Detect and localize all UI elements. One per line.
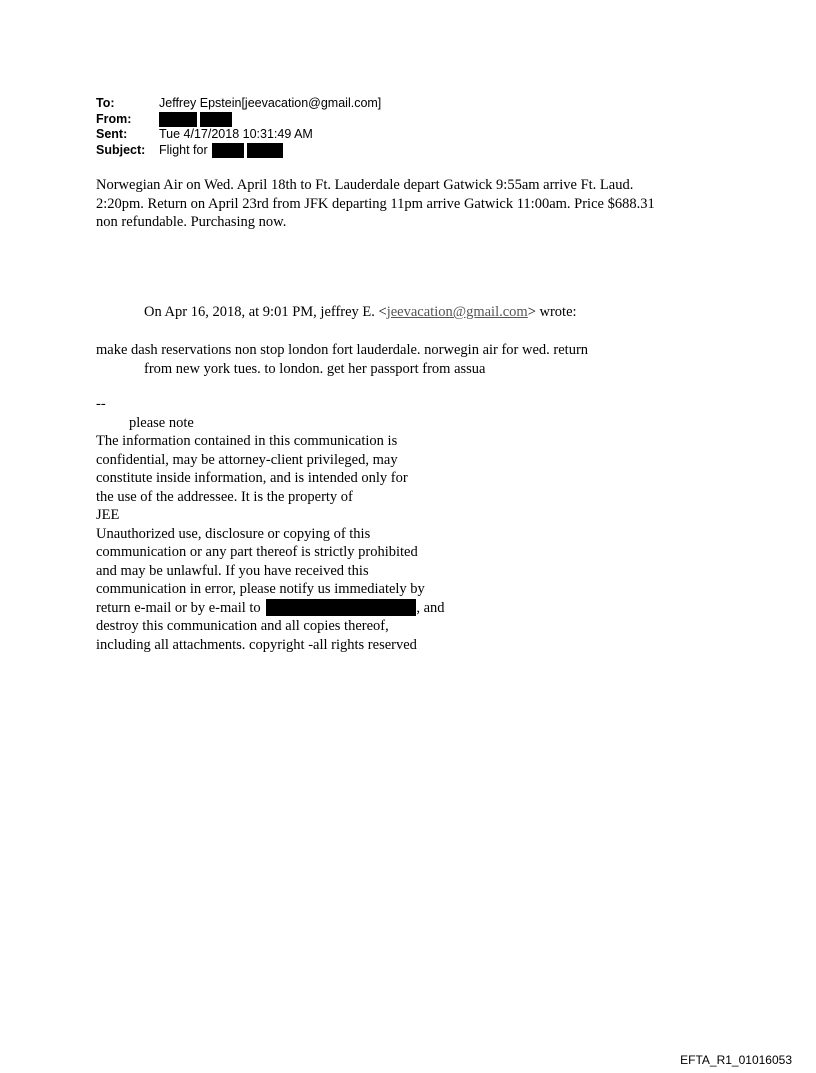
body-line: Norwegian Air on Wed. April 18th to Ft. Lauderdale depart Gatwick 9:55am arrive Ft. Laud. xyxy=(96,177,634,193)
document-id: EFTA_R1_01016053 xyxy=(680,1053,792,1067)
disclaimer-line: and may be unlawful. If you have received this xyxy=(96,562,369,579)
message-body xyxy=(96,176,655,232)
to-value: Jeffrey Epstein[jeevacation@gmail.com] xyxy=(159,96,382,110)
redaction-box xyxy=(212,143,244,158)
redaction-box xyxy=(247,143,283,158)
quoted-email-link[interactable]: jeevacation@gmail.com xyxy=(386,304,528,320)
to-label: To: xyxy=(96,96,115,110)
redaction-box xyxy=(159,112,197,127)
quoted-line: make dash reservations non stop london fort lauderdale. norwegin air for wed. return xyxy=(96,342,589,358)
quoted-intro-suffix: > wrote: xyxy=(527,304,577,320)
body-line: non refundable. Purchasing now. xyxy=(96,214,287,230)
disclaimer-line: The information contained in this communication is xyxy=(96,433,398,449)
sent-label: Sent: xyxy=(96,127,128,141)
to-row xyxy=(96,96,381,112)
redaction-box xyxy=(266,599,416,616)
disclaimer-line: constitute inside information, and is intended only for xyxy=(96,470,408,486)
redaction-box xyxy=(200,112,232,127)
email-header xyxy=(96,96,381,158)
signature-block xyxy=(96,395,445,654)
please-note: please note xyxy=(129,414,194,431)
disclaimer-line: communication in error, please notify us immediately by xyxy=(96,581,425,597)
disclaimer-line: the use of the addressee. It is the property of xyxy=(96,488,353,505)
email-line-suffix: , and xyxy=(416,599,445,616)
sent-row xyxy=(96,127,381,143)
disclaimer-email-line xyxy=(96,599,445,618)
quoted-line: from new york tues. to london. get her passport from assua xyxy=(144,360,486,377)
subject-value: Flight for xyxy=(159,142,208,157)
signature-separator: -- xyxy=(96,396,106,412)
quoted-intro xyxy=(144,303,577,322)
quoted-intro-prefix: On Apr 16, 2018, at 9:01 PM, jeffrey E. < xyxy=(144,304,387,320)
disclaimer-line: Unauthorized use, disclosure or copying of this xyxy=(96,525,371,542)
disclaimer-line: including all attachments. copyright -all rights reserved xyxy=(96,636,417,653)
disclaimer-line: JEE xyxy=(96,507,120,523)
disclaimer-line: communication or any part thereof is strictly prohibited xyxy=(96,544,418,560)
subject-label: Subject: xyxy=(96,142,146,157)
subject-row xyxy=(96,143,381,159)
sent-value: Tue 4/17/2018 10:31:49 AM xyxy=(159,127,313,141)
from-label: From: xyxy=(96,111,132,126)
from-row xyxy=(96,112,381,128)
quoted-message xyxy=(96,341,588,378)
disclaimer-line: confidential, may be attorney-client privileged, may xyxy=(96,451,398,468)
email-line-prefix: return e-mail or by e-mail to xyxy=(96,599,261,616)
body-line: 2:20pm. Return on April 23rd from JFK departing 11pm arrive Gatwick 11:00am. Price $688.31 xyxy=(96,195,655,212)
disclaimer-line: destroy this communication and all copies thereof, xyxy=(96,618,389,634)
